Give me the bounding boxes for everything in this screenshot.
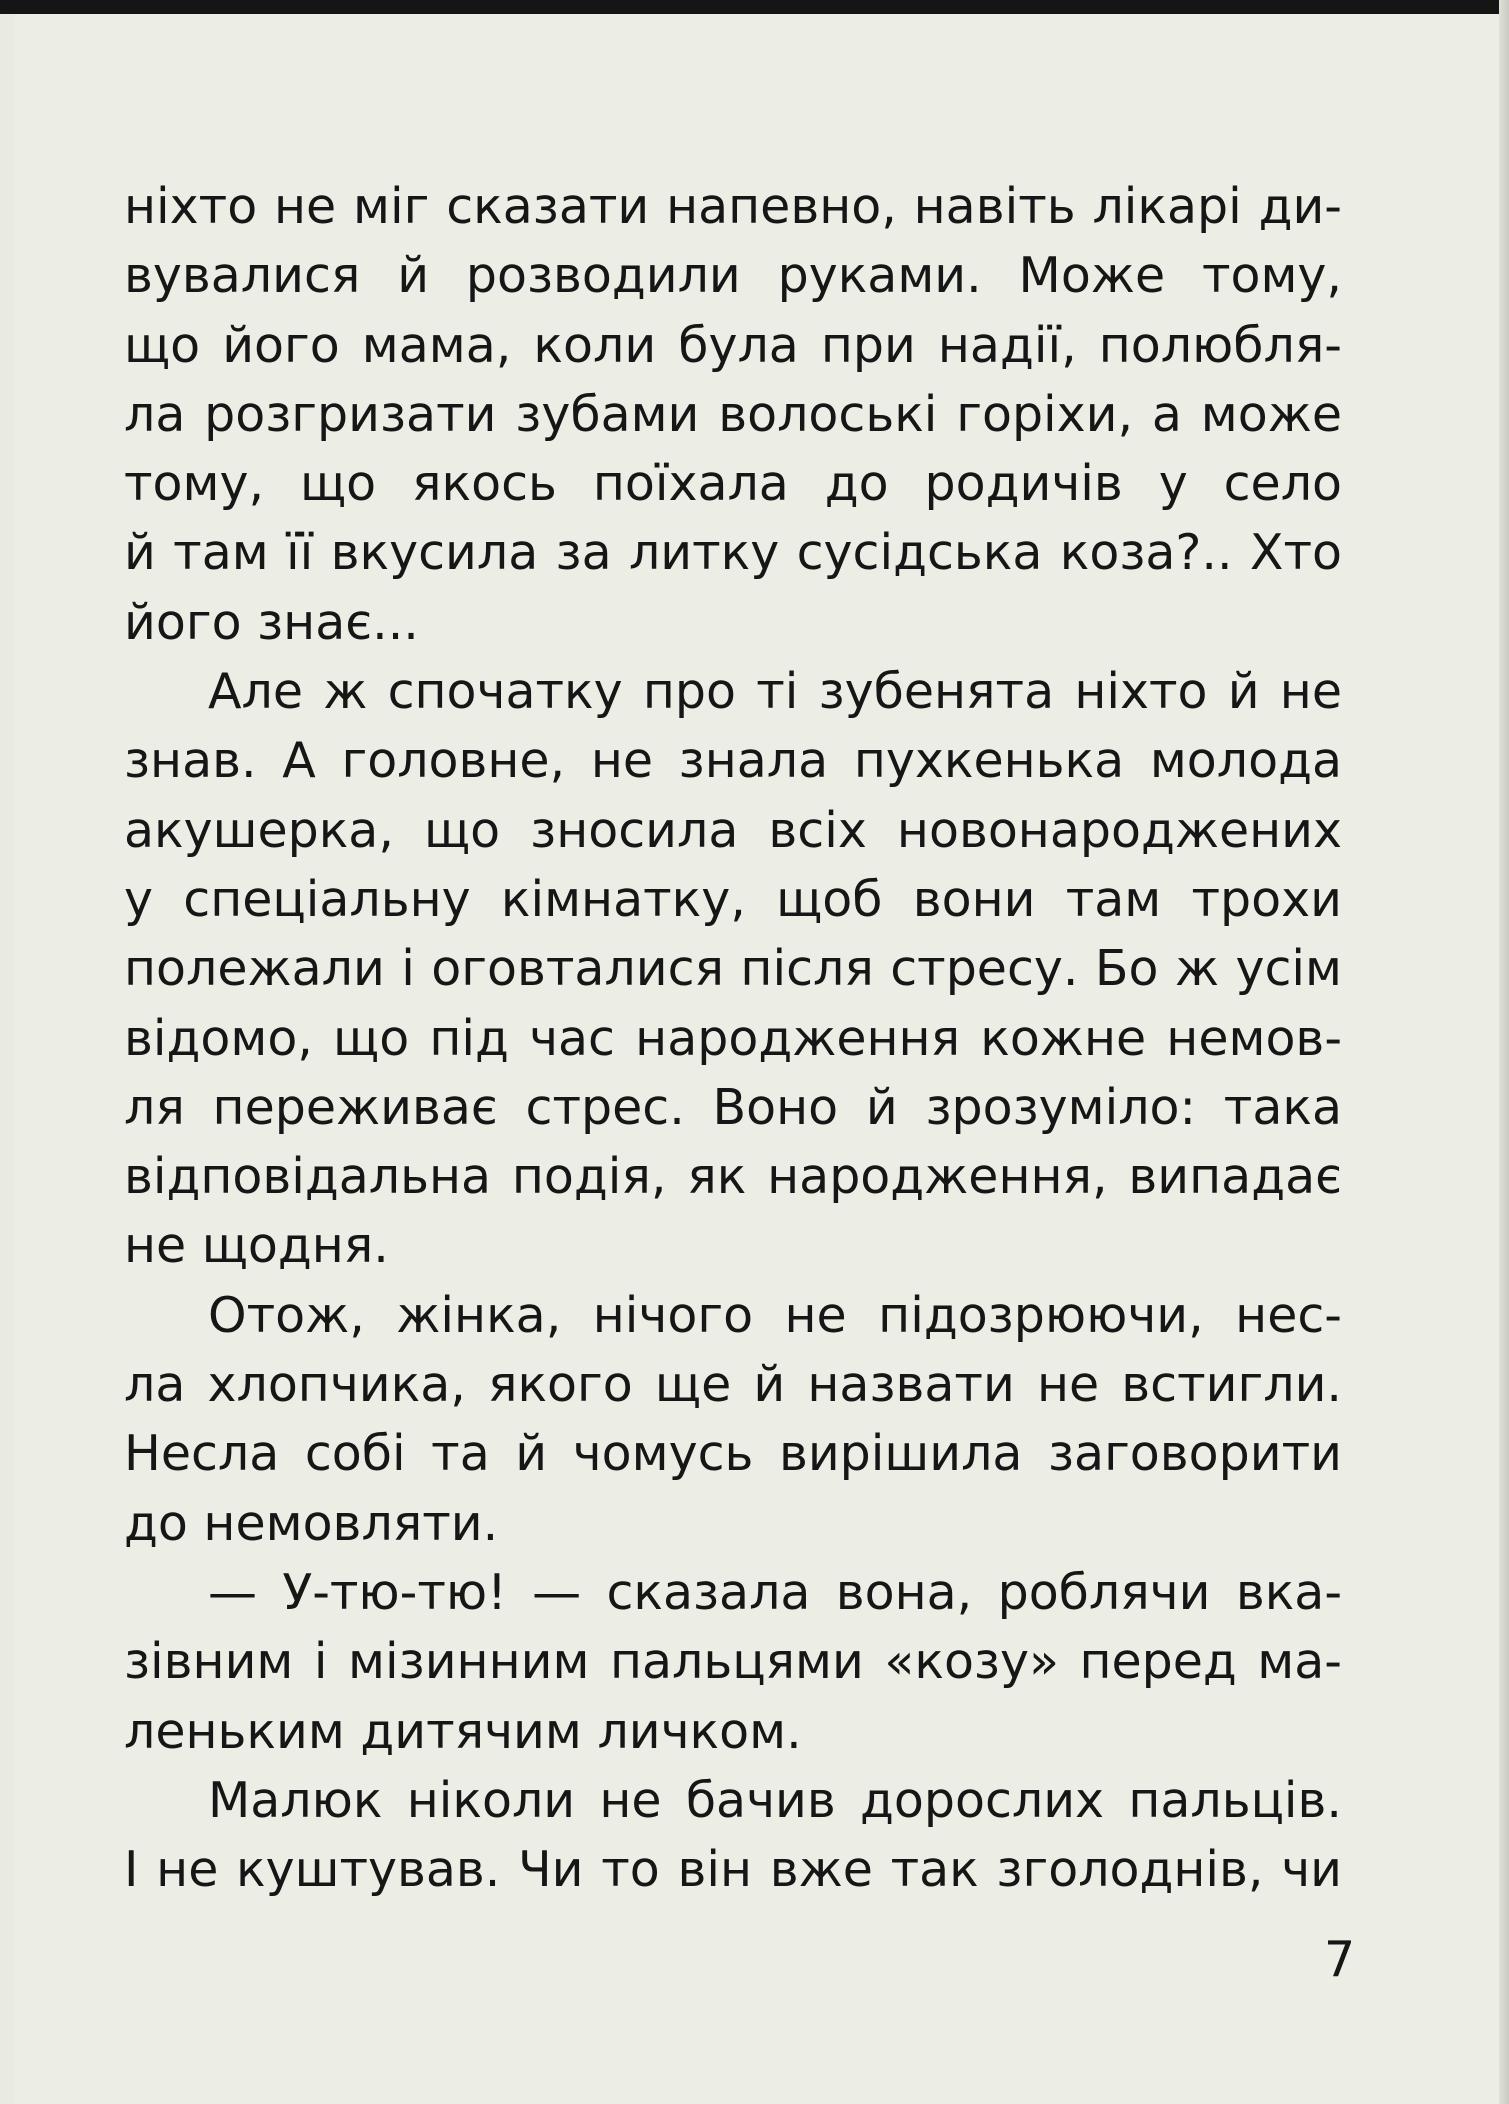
text-line: зівним і мізинним пальцями «козу» перед ма- bbox=[124, 1633, 1342, 1691]
text-line: акушерка, що зносила всіх новонароджених bbox=[124, 801, 1342, 859]
paragraph-end-line: до немовляти. bbox=[124, 1494, 499, 1552]
page-right-edge bbox=[1499, 0, 1509, 2104]
text-line: відповідальна подія, як народження, випадає bbox=[124, 1148, 1342, 1206]
body-text bbox=[124, 172, 1342, 1904]
text-line: І не куштував. Чи то він вже так зголоднів, чи bbox=[124, 1841, 1342, 1899]
text-line: полежали і оговталися після стресу. Бо ж усім bbox=[124, 940, 1342, 998]
text-line: ла хлопчика, якого ще й назвати не встигли. bbox=[124, 1356, 1342, 1414]
text-line: й там її вкусила за литку сусідська коза?.. Хто bbox=[124, 524, 1342, 582]
paragraph-start-line: Отож, жінка, нічого не підозрюючи, нес- bbox=[208, 1286, 1342, 1344]
text-line: ла розгризати зубами волоські горіхи, а може bbox=[124, 385, 1342, 443]
text-line: що його мама, коли була при надії, полюбля- bbox=[124, 316, 1342, 374]
text-line: відомо, що під час народження кожне немов- bbox=[124, 1009, 1342, 1067]
book-page bbox=[14, 14, 1499, 2104]
text-line: ніхто не міг сказати напевно, навіть лікарі ди- bbox=[124, 178, 1342, 235]
text-line: у спеціальну кімнатку, щоб вони там трохи bbox=[124, 870, 1342, 928]
text-line: вувалися й розводили руками. Може тому, bbox=[124, 247, 1342, 305]
page-number: 7 bbox=[1324, 1931, 1356, 1988]
text-line: Несла собі та й чомусь вирішила заговорити bbox=[124, 1425, 1342, 1483]
page-top-shadow bbox=[0, 0, 1509, 14]
paragraph-start-line: Але ж спочатку про ті зубенята ніхто й не bbox=[208, 663, 1342, 721]
dialogue-line: — У-тю-тю! — сказала вона, роблячи вка- bbox=[208, 1563, 1342, 1621]
paragraph-end-line: не щодня. bbox=[124, 1217, 389, 1275]
text-line: знав. А головне, не знала пухкенька молода bbox=[124, 732, 1342, 790]
paragraph-start-line: Малюк ніколи не бачив дорослих пальців. bbox=[208, 1771, 1342, 1829]
text-line: тому, що якось поїхала до родичів у село bbox=[124, 455, 1342, 513]
paragraph-end-line: його знає... bbox=[124, 593, 419, 651]
paragraph-end-line: леньким дитячим личком. bbox=[124, 1702, 802, 1760]
text-line: ля переживає стрес. Воно й зрозуміло: така bbox=[124, 1078, 1342, 1136]
